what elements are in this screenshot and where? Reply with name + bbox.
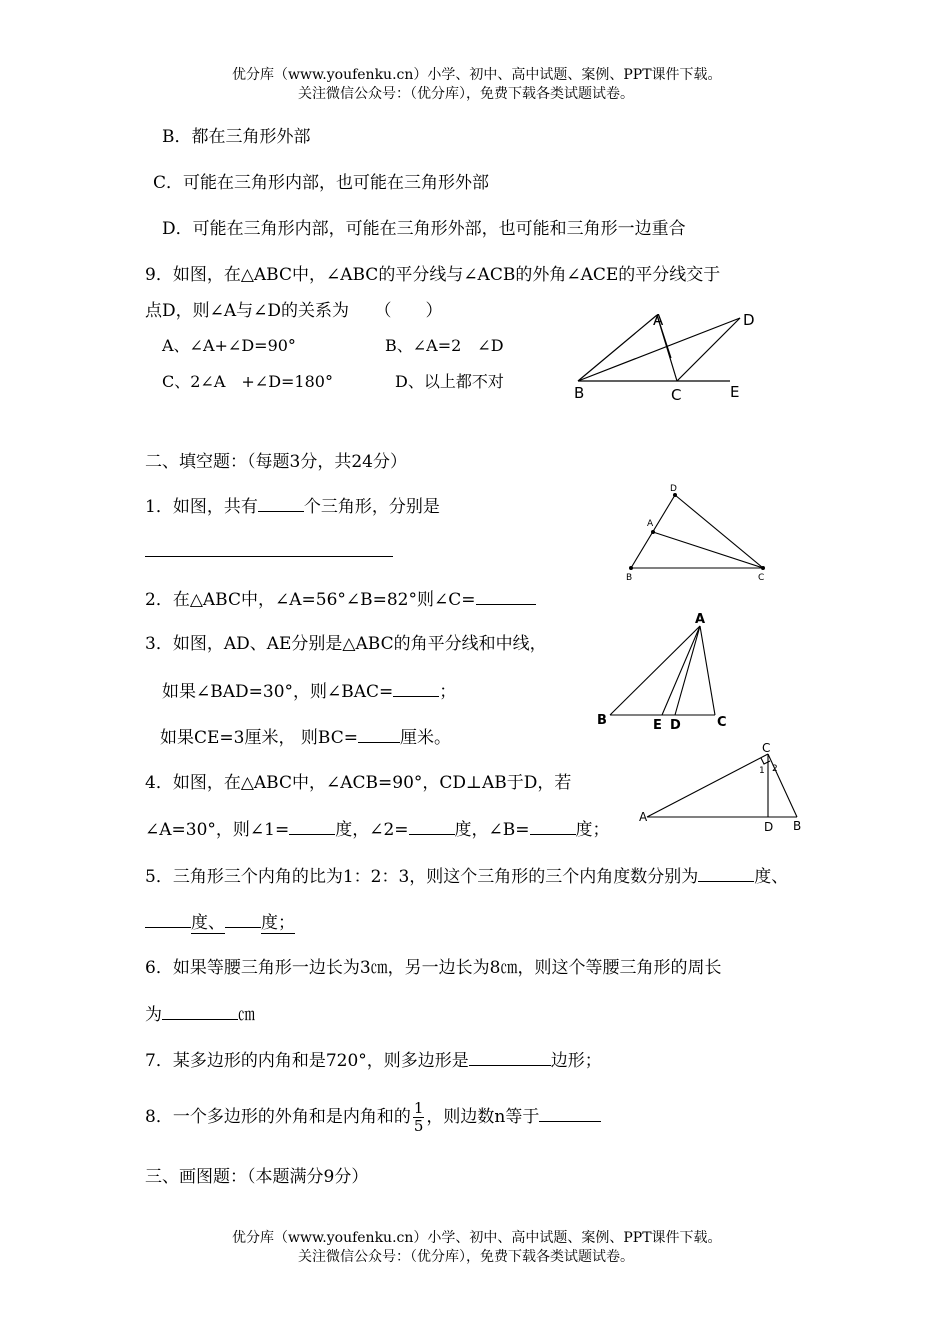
q9-label-d: D (743, 311, 755, 329)
fill-q3-blank-bac[interactable] (393, 680, 439, 697)
fill-q4-line-2 (145, 818, 610, 841)
footer-line-2: 关注微信公众号：（优分库），免费下载各类试题试卷。 (298, 1249, 634, 1265)
fill-q4-blank-angleb[interactable] (530, 818, 576, 835)
q9-option-c: C、2∠A +∠D=180° (162, 372, 333, 391)
fill-q4-blank-angle1[interactable] (289, 818, 335, 835)
fill-q8-suffix: ，则边数n等于 (426, 1107, 540, 1127)
fill-q5-blank-3[interactable] (225, 911, 261, 928)
fill-q1-label-b: B (626, 573, 633, 583)
fill-q6-line-1: 6．如果等腰三角形一边长为3㎝，另一边长为8㎝，则这个等腰三角形的周长 (145, 958, 722, 978)
fill-q8-fraction-num: 1 (413, 1099, 424, 1117)
header-line-2: 关注微信公众号：（优分库），免费下载各类试题试卷。 (298, 86, 634, 102)
q9-figure (560, 300, 760, 410)
fill-q5-blank-2[interactable] (145, 911, 191, 928)
fill-q4-line-1: 4．如图，在△ABC中，∠ACB=90°，CD⊥AB于D，若 (145, 773, 572, 793)
fill-q3-line-3 (160, 726, 451, 749)
fill-q3-line-2-suffix: ； (439, 682, 457, 702)
q9-label-b: B (574, 384, 585, 402)
fill-q5-line-2 (145, 911, 295, 934)
fill-q3-blank-bc[interactable] (358, 726, 400, 743)
q8-option-c: C．可能在三角形内部，也可能在三角形外部 (153, 173, 490, 193)
fill-q6-line-2 (145, 1003, 255, 1026)
fill-q4-figure (635, 740, 815, 835)
fill-q4-blank-angle2[interactable] (409, 818, 455, 835)
fill-q6-line-2-prefix: 为 (145, 1005, 162, 1025)
fill-q1-prefix: 1．如图，共有 (145, 497, 258, 517)
q9-stem-line-1: 9．如图，在△ABC中，∠ABC的平分线与∠ACB的外角∠ACE的平分线交于 (145, 265, 721, 285)
fill-q6-line-2-suffix: ㎝ (238, 1005, 255, 1025)
fill-q5-blank-1[interactable] (698, 865, 754, 882)
q9-option-d: D、以上都不对 (395, 372, 504, 391)
fill-q5-line-2-mid: 度、 (191, 913, 225, 933)
fill-q7-prefix: 7．某多边形的内角和是720°，则多边形是 (145, 1051, 469, 1071)
fill-q3-line-3-suffix: 厘米。 (399, 728, 451, 748)
q9-stem-line-2: 点D，则∠A与∠D的关系为 （ ） (145, 301, 443, 321)
q9-option-a: A、∠A+∠D=90° (162, 336, 296, 355)
q9-label-e: E (730, 383, 740, 401)
fill-q1-answer-line[interactable] (145, 556, 393, 557)
fill-q4-label-angle1: 1 (759, 766, 765, 776)
fill-q1-label-c: C (758, 573, 765, 583)
fill-q8-blank[interactable] (539, 1105, 601, 1122)
fill-q4-part-3: 度，∠B= (454, 820, 530, 840)
fill-q4-part-2: 度，∠2= (335, 820, 409, 840)
fill-q3-line-2-prefix: 如果∠BAD=30°，则∠BAC= (162, 682, 394, 702)
section-2-title: 二、填空题：（每题3分，共24分） (145, 452, 407, 472)
q9-label-c: C (671, 386, 682, 404)
fill-q8-fraction (413, 1100, 425, 1135)
fill-q3-line-2 (162, 680, 456, 703)
fill-q3-label-a: A (695, 612, 706, 627)
fill-q3-line-1: 3．如图，AD、AE分别是△ABC的角平分线和中线， (145, 634, 547, 654)
fill-q8-fraction-den: 5 (413, 1117, 424, 1135)
footer-line-1: 优分库（www.youfenku.cn）小学、初中、高中试题、案例、PPT课件下载。 (232, 1230, 722, 1246)
fill-q4-label-c: C (762, 741, 771, 755)
header-line-1: 优分库（www.youfenku.cn）小学、初中、高中试题、案例、PPT课件下载。 (232, 67, 722, 83)
q8-option-d: D．可能在三角形内部，可能在三角形外部，也可能和三角形一边重合 (162, 219, 686, 239)
fill-q4-label-angle2: 2 (772, 764, 778, 774)
fill-q3-line-3-prefix: 如果CE=3厘米， 则BC= (160, 728, 358, 748)
fill-q3-label-c: C (717, 715, 727, 730)
fill-q4-part-4: 度； (575, 820, 610, 840)
fill-q2-text: 2．在△ABC中，∠A=56°∠B=82°则∠C= (145, 590, 476, 610)
fill-q6-blank[interactable] (162, 1003, 238, 1020)
fill-q1-blank[interactable] (258, 495, 304, 512)
q9-option-b: B、∠A=2 ∠D (385, 336, 504, 355)
fill-q1-suffix: 个三角形，分别是 (303, 497, 440, 517)
q8-option-b: B．都在三角形外部 (162, 127, 311, 147)
fill-q8-prefix: 8．一个多边形的外角和是内角和的 (145, 1107, 411, 1127)
fill-q3-figure (590, 608, 740, 733)
fill-q1-label-d: D (670, 484, 677, 494)
fill-q2-blank[interactable] (476, 588, 536, 605)
q9-label-a: A (653, 311, 664, 329)
fill-q2 (145, 588, 536, 611)
section-3-title: 三、画图题：（本题满分9分） (145, 1167, 369, 1187)
fill-q5-line-1-suffix: 度、 (754, 867, 789, 887)
fill-q3-label-e: E (653, 718, 662, 733)
fill-q3-label-b: B (597, 713, 607, 728)
fill-q1-label-a: A (647, 519, 654, 529)
fill-q8 (145, 1095, 601, 1139)
fill-q7 (145, 1049, 602, 1072)
fill-q3-label-d: D (670, 718, 681, 733)
fill-q4-label-d: D (764, 820, 774, 834)
fill-q1-figure (615, 480, 775, 585)
fill-q7-blank[interactable] (469, 1049, 551, 1066)
fill-q4-label-a: A (639, 810, 648, 824)
fill-q1 (145, 495, 440, 518)
fill-q4-label-b: B (793, 819, 802, 833)
fill-q5-line-1 (145, 865, 788, 888)
fill-q4-part-1: ∠A=30°，则∠1= (145, 820, 290, 840)
fill-q7-suffix: 边形； (550, 1051, 602, 1071)
fill-q5-text: 5．三角形三个内角的比为1：2：3，则这个三角形的三个内角度数分别为 (145, 867, 699, 887)
fill-q5-line-2-suffix: 度； (261, 913, 295, 933)
